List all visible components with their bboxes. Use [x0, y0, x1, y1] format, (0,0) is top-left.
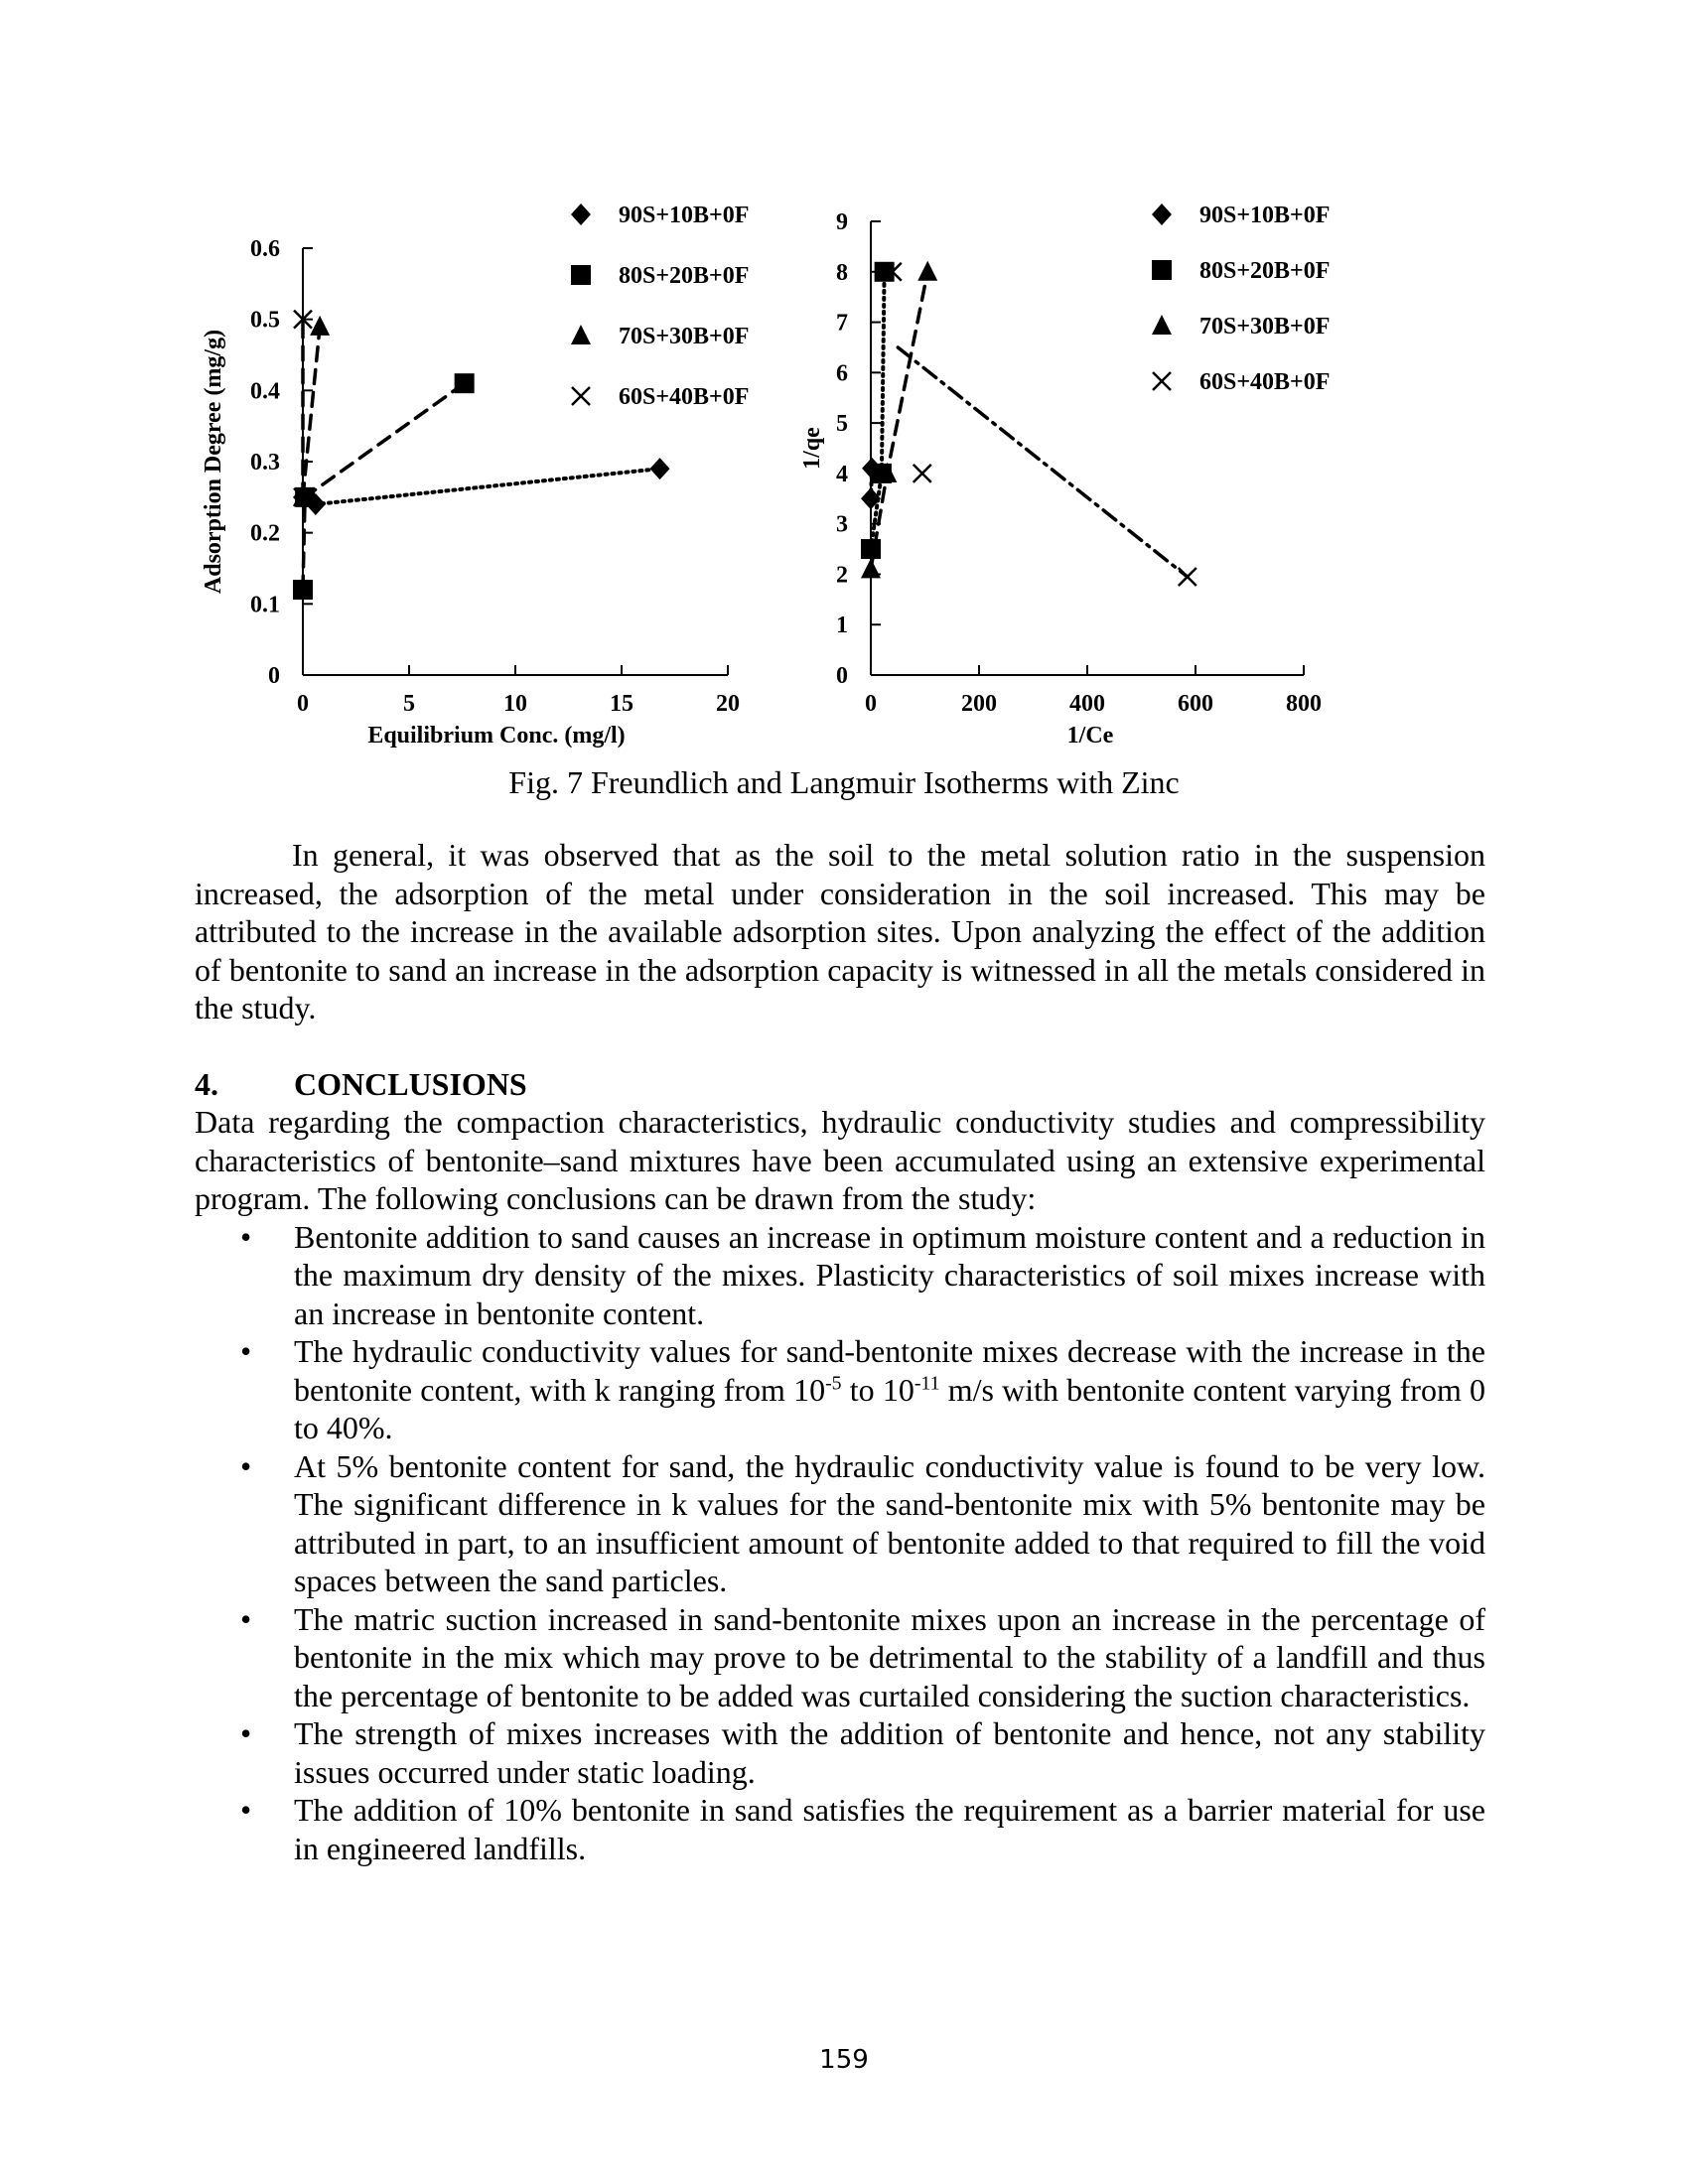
y-axis-label: Adsorption Degree (mg/g) — [201, 329, 226, 595]
y-tick-label: 0 — [268, 663, 280, 689]
x-tick-label: 5 — [403, 691, 415, 717]
x-tick-label: 600 — [1178, 691, 1213, 717]
x-tick-label: 0 — [865, 691, 877, 717]
figure-7 — [0, 0, 1688, 794]
legend-marker — [571, 325, 591, 344]
y-tick-label: 3 — [836, 511, 848, 538]
y-tick-label: 6 — [836, 360, 848, 387]
x-axis-label: 1/Ce — [1066, 723, 1114, 749]
y-tick-label: 0.3 — [250, 450, 280, 476]
legend-label: 60S+40B+0F — [1199, 369, 1331, 395]
y-tick-label: 0.2 — [250, 520, 280, 547]
conclusion-text: The addition of 10% bentonite in sand satisfies the requirement as a barrier material for use in engineered landfills. — [294, 1792, 1485, 1866]
bullet-icon: • — [240, 1715, 252, 1751]
x-tick-label: 400 — [1069, 691, 1105, 717]
y-tick-label: 7 — [836, 310, 848, 337]
y-tick-label: 2 — [836, 562, 848, 589]
x-tick-label: 200 — [961, 691, 997, 717]
data-point — [1179, 568, 1196, 586]
data-point — [455, 373, 475, 393]
legend-label: 80S+20B+0F — [1199, 258, 1331, 284]
x-axis-label: Equilibrium Conc. (mg/l) — [367, 723, 626, 749]
conclusion-item — [195, 1332, 1485, 1447]
y-tick-label: 0.6 — [250, 236, 280, 262]
y-axis-label: 1/qe — [799, 427, 825, 470]
legend-marker — [1152, 315, 1172, 335]
x-tick-label: 15 — [610, 691, 633, 717]
legend-marker — [1153, 372, 1171, 390]
data-point — [650, 458, 670, 479]
y-tick-label: 5 — [836, 411, 848, 438]
conclusion-item — [195, 1600, 1485, 1715]
conclusion-text: At 5% bentonite content for sand, the hydraulic conductivity value is found to be very low. The significant difference in k values for the sand-bentonite mix with 5% bentonite may be attributed in part, to an insufficient amount of bentonite added to that required to fill the void spaces between the sand particles. — [294, 1447, 1485, 1598]
y-tick-label: 1 — [836, 613, 848, 639]
isotherm-charts — [0, 0, 1688, 754]
bullet-icon: • — [240, 1447, 252, 1484]
legend-marker — [571, 204, 591, 225]
x-tick-label: 800 — [1286, 691, 1322, 717]
series-line — [871, 272, 885, 549]
legend-label: 60S+40B+0F — [619, 384, 750, 410]
conclusions-intro: Data regarding the compaction characteristics, hydraulic conductivity studies and compressibility characteristics of bentonite–sand mixtures have been accumulated using an extensive experimental program. The following conclusions can be drawn from the study: — [195, 1104, 1485, 1216]
conclusion-item — [195, 1218, 1485, 1333]
legend-marker — [571, 265, 591, 285]
x-tick-label: 0 — [297, 691, 309, 717]
results-paragraph: In general, it was observed that as the soil to the metal solution ratio in the suspension increased, the adsorption of the metal under consideration in the soil increased. This may be attributed to the increase in the available adsorption sites. Upon analyzing the effect of the addition of bentonite to sand an increase in the adsorption capacity is witnessed in all the metals considered in the study. — [195, 837, 1485, 1025]
series-line — [303, 327, 320, 497]
legend-marker — [572, 387, 590, 405]
legend-label: 80S+20B+0F — [619, 263, 750, 289]
conclusion-item — [195, 1714, 1485, 1791]
conclusion-text: The strength of mixes increases with the addition of bentonite and hence, not any stability issues occurred under static loading. — [294, 1715, 1485, 1790]
conclusion-item — [195, 1791, 1485, 1867]
bullet-icon: • — [240, 1218, 252, 1255]
section-title: CONCLUSIONS — [294, 1065, 527, 1102]
data-point — [310, 316, 330, 336]
conclusion-text: Bentonite addition to sand causes an increase in optimum moisture content and a reduction in the maximum dry density of the mixes. Plasticity characteristics of soil mixes increase with an increase in bentonite content. — [294, 1218, 1485, 1331]
legend-marker — [1152, 260, 1172, 280]
data-point — [917, 261, 937, 281]
legend-label: 70S+30B+0F — [619, 324, 750, 349]
conclusion-text: The hydraulic conductivity values for sand-bentonite mixes decrease with the increase in the bentonite content, with k ranging from $10^{-5}$ to $10^{-11}$ m/s with bentonite content varying from 0 to 40%. — [294, 1333, 1486, 1445]
y-tick-label: 0.1 — [250, 592, 280, 618]
conclusion-item — [195, 1447, 1485, 1600]
legend-label: 90S+10B+0F — [1199, 203, 1331, 228]
section-heading — [195, 1065, 1485, 1104]
series-line — [871, 272, 927, 570]
bullet-icon: • — [240, 1792, 252, 1828]
figure-caption: Fig. 7 Freundlich and Langmuir Isotherms with Zinc — [508, 764, 1180, 800]
series-line — [303, 469, 660, 504]
legend-label: 90S+10B+0F — [619, 203, 750, 228]
y-tick-label: 0.5 — [250, 307, 280, 334]
page-number: 159 — [819, 2045, 869, 2075]
series-line — [898, 347, 1188, 577]
exponent: -11 — [914, 1371, 940, 1394]
conclusions-list — [195, 1218, 1485, 1868]
x-tick-label: 10 — [503, 691, 527, 717]
legend-marker — [1152, 204, 1172, 225]
bullet-icon: • — [240, 1333, 252, 1369]
y-tick-label: 9 — [836, 209, 848, 235]
x-tick-label: 20 — [716, 691, 740, 717]
y-tick-label: 0.4 — [250, 378, 280, 405]
y-tick-label: 0 — [836, 663, 848, 689]
series-line — [303, 383, 465, 590]
bullet-icon: • — [240, 1600, 252, 1637]
data-point — [293, 580, 313, 600]
y-tick-label: 4 — [836, 461, 848, 487]
y-tick-label: 8 — [836, 259, 848, 286]
section-number: 4. — [195, 1065, 218, 1102]
exponent: -5 — [825, 1371, 842, 1394]
data-point — [914, 465, 931, 482]
data-point — [861, 539, 881, 559]
legend-label: 70S+30B+0F — [1199, 314, 1331, 340]
conclusion-text: The matric suction increased in sand-bentonite mixes upon an increase in the percentage of bentonite in the mix which may prove to be detrimental to the stability of a landfill and thus the percentage of bentonite to be added was curtailed considering the suction characteristics. — [294, 1600, 1485, 1713]
data-point — [861, 558, 881, 578]
body-text — [195, 836, 1485, 1867]
